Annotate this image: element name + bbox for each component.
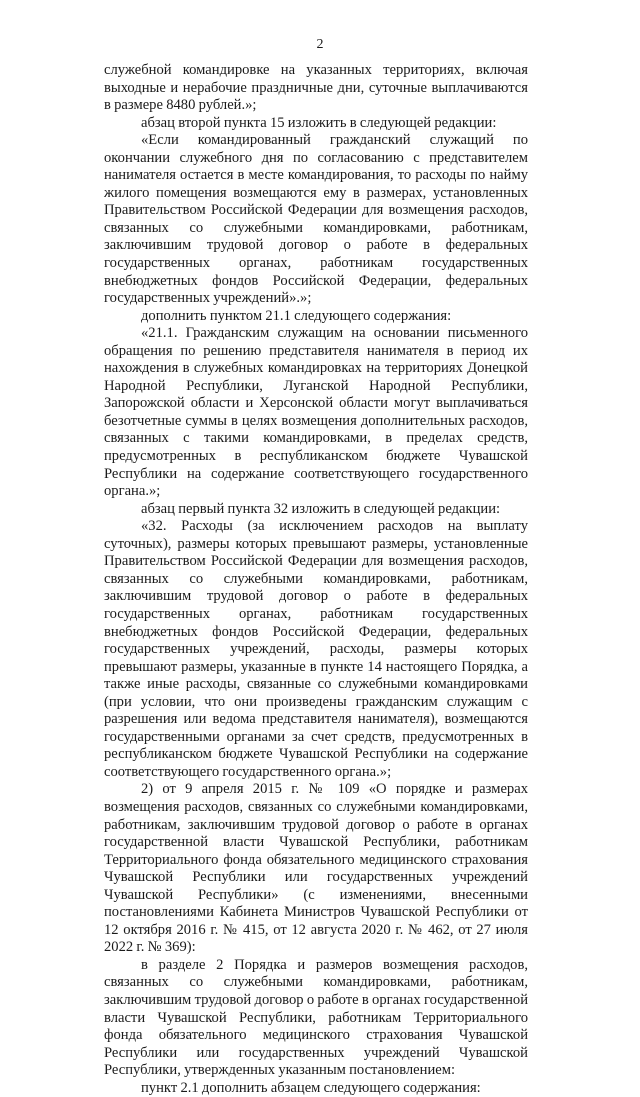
paragraph-resolution-109: 2) от 9 апреля 2015 г. № 109 «О порядке и размерах возмещения расходов, связанных со служебными командировками, работникам, заключившим трудовой договор о работе в органах государственной власти Чувашской Республики, работникам Территориального фонда обязательного медицинского страхования Чувашской Республики или государственных учреждений Чувашской Республики» (с изменениями, внесенными постановлениями Кабинета Министров Чувашской Республики от 12 октября 2016 г. № 415, от 12 августа 2020 г. № 462, от 27 июля 2022 г. № 369):: [104, 781, 528, 956]
paragraph-clause-2-1-amendment: пункт 2.1 дополнить абзацем следующего содержания:: [141, 1079, 481, 1096]
paragraph-continuation: служебной командировке на указанных территориях, включая выходные и нерабочие праздничные дни, суточные выплачиваются в размере 8480 рублей.»;: [104, 62, 528, 114]
paragraph-quoted-clause-15: «Если командированный гражданский служащий по окончании служебного дня по согласованию с представителем нанимателя остается в месте командирования, то расходы по найму жилого помещения возмещаются ему в размерах, установленных Правительством Российской Федерации для возмещения расходов, связанных со служебными командировками, работникам, заключившим трудовой договор о работе в федеральных государственных органах, работникам государственных внебюджетных фондов Российской Федерации, федеральных государственных учреждений».»;: [104, 132, 528, 307]
paragraph-amendment-intro: дополнить пунктом 21.1 следующего содержания:: [141, 307, 452, 324]
paragraph-quoted-clause-32: «32. Расходы (за исключением расходов на выплату суточных), размеры которых превышают размеры, установленные Правительством Российской Федерации для возмещения расходов, связанных со служебными командировками, работникам, заключившим трудовой договор о работе в федеральных государственных органах, работникам государственных внебюджетных фондов Российской Федерации, федеральных государственных учреждений, расходы, размеры которых превышают размеры, указанные в пункте 14 настоящего Порядка, а также иные расходы, связанные со служебными командировками (при условии, что они произведены гражданским служащим с разрешения или ведома представителя нанимателя), возмещаются государственными органами за счет средств, предусмотренных в республиканском бюджете Чувашской Республики на содержание соответствующего государственного органа.»;: [104, 518, 528, 780]
paragraph-quoted-clause-21-1: «21.1. Гражданским служащим на основании письменного обращения по решению представителя нанимателя в период их нахождения в служебных командировках на территориях Донецкой Народной Республики, Луганской Народной Республики, Запорожской области и Херсонской области могут выплачиваться безотчетные суммы в целях возмещения дополнительных расходов, связанных с такими командировками, в пределах средств, предусмотренных в республиканском бюджете Чувашской Республики на содержание соответствующего государственного органа.»;: [104, 325, 528, 500]
page-number: 2: [316, 37, 324, 52]
paragraph-amendment-intro: абзац второй пункта 15 изложить в следующей редакции:: [141, 114, 497, 131]
paragraph-section-2-amendment: в разделе 2 Порядка и размеров возмещения расходов, связанных со служебными командировками, работникам, заключившим трудовой договор о работе в органах государственной власти Чувашской Республики, работникам Территориального фонда обязательного медицинского страхования Чувашской Республики или государственных учреждений Чувашской Республики, утвержденных указанным постановлением:: [104, 956, 528, 1079]
document-body: [104, 62, 528, 1097]
paragraph-amendment-intro: абзац первый пункта 32 изложить в следующей редакции:: [141, 500, 501, 517]
